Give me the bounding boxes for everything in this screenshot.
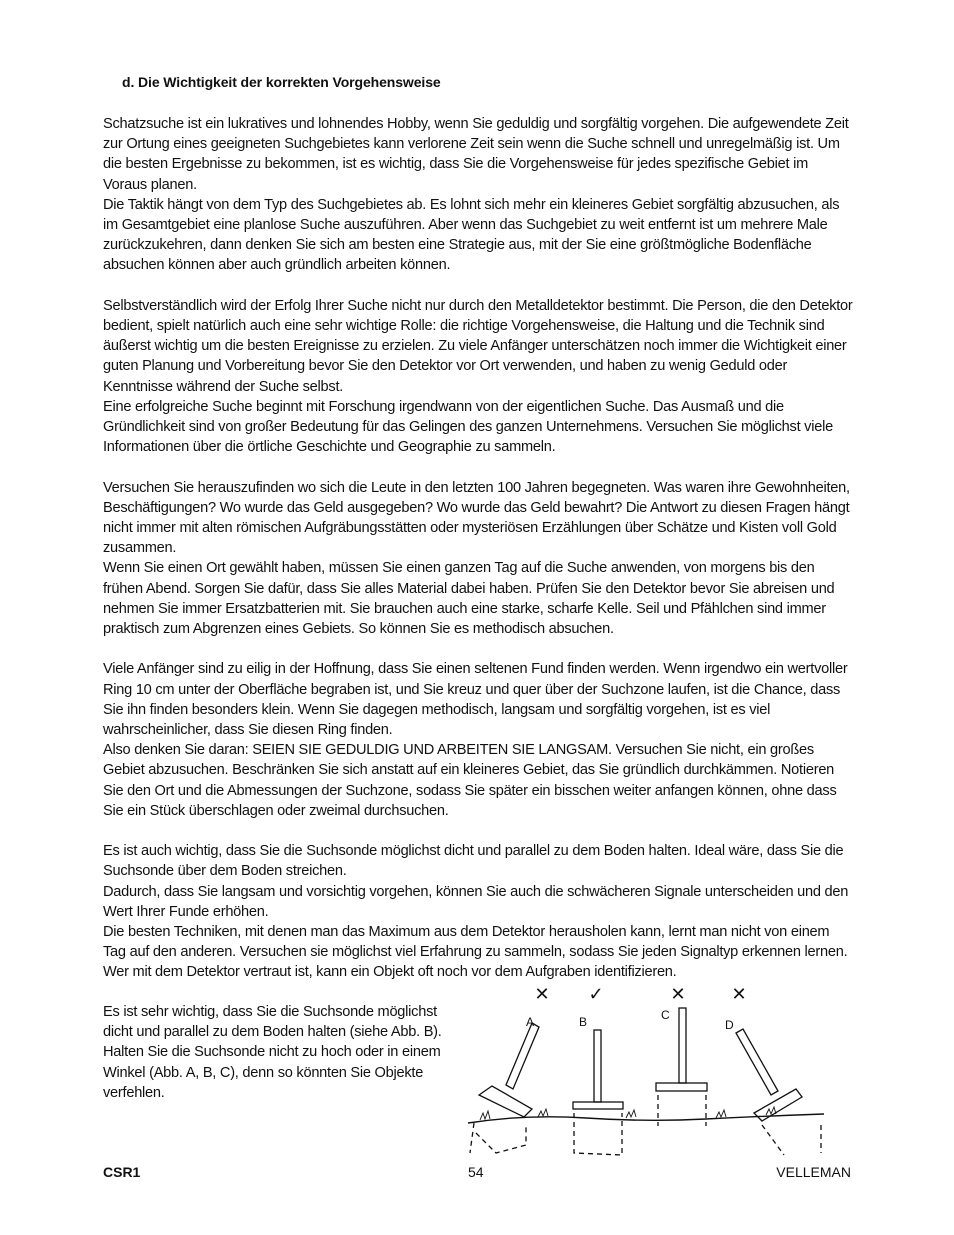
mark-c: ✕ [670,984,686,1004]
mark-d: ✕ [731,984,747,1004]
footer-brand: VELLEMAN [776,1164,851,1180]
detector-b [573,1030,623,1155]
body-text [103,114,855,983]
label-a: A [526,1015,535,1029]
coil-position-figure [466,983,826,1161]
footer-page-number: 54 [468,1164,484,1180]
paragraph: Dadurch, dass Sie langsam und vorsichtig vorgehen, können Sie auch die schwächeren Signale unterscheiden und den Wert Ihrer Funde erhöhen. [103,883,849,920]
paragraph: Selbstverständlich wird der Erfolg Ihrer Suche nicht nur durch den Metalldetektor bestimmt. Die Person, die den Detektor bedient, spielt natürlich auch eine sehr wichtige Rolle: die richtige Vorgehensweise, die Haltung und die Technik sind äußerst wichtig um die besten Ereignisse zu erzielen. Zu viele Anfänger unterschätzen noch immer die Wichtigkeit einer guten Planung und Vorbereitung bevor Sie den Detektor vor Ort verwenden, und haben zu wenig Geduld oder Kenntnisse während der Suche selbst. [103,297,853,395]
paragraph: Die Taktik hängt von dem Typ des Suchgebietes ab. Es lohnt sich mehr ein kleineres Gebiet sorgfältig abzusuchen, als im Gesamtgebiet eine planlose Suche auszuführen. Aber wenn das Suchgebiet zu weit entfernt ist um mehrere Male zurückzukehren, dann denken Sie sich am besten eine Strategie aus, mit der Sie eine größtmögliche Bodenfläche absuchen können aber auch gründlich arbeiten können. [103,196,840,274]
detector-a [470,1023,539,1153]
paragraph: Viele Anfänger sind zu eilig in der Hoffnung, dass Sie einen seltenen Fund finden werden. Wenn irgendwo ein wertvoller Ring 10 cm unter der Oberfläche begraben ist, und Sie kreuz und quer über der Suchzone laufen, ist die Chance, dass Sie ihn finden besonders klein. Wenn Sie dagegen methodisch, langsam und sorgfältig vorgehen, ist es viel wahrscheinlicher, dass Sie diesen Ring finden. [103,661,848,739]
section-heading: d. Die Wichtigkeit der korrekten Vorgehensweise [122,74,441,90]
paragraph: Es ist auch wichtig, dass Sie die Suchsonde möglichst dicht und parallel zu dem Boden halten. Ideal wäre, dass Sie die Suchsonde über dem Boden streichen. [103,843,844,880]
paragraph: Versuchen Sie herauszufinden wo sich die Leute in den letzten 100 Jahren begegneten. Was waren ihre Gewohnheiten, Beschäftigungen? Wo wurde das Geld ausgegeben? Wo wurde das Geld bewahrt? Die Antwort zu diesen Fragen hängt nicht immer mit alten römischen Aufgräbungsstätten oder mysteriösen Erzählungen über Schätze und Kisten voll Gold zusammen. [103,479,850,557]
paragraph: Also denken Sie daran: SEIEN SIE GEDULDIG UND ARBEITEN SIE LANGSAM. Versuchen Sie nicht, ein großes Gebiet abzusuchen. Beschränken Sie sich anstatt auf ein kleineres Gebiet, das Sie gründlich durchkämmen. Notieren Sie den Ort und die Abmessungen der Suchzone, sodass Sie später ein bisschen weiter anfangen können, ohne dass Sie ein Stück überschlagen oder zweimal durchsuchen. [103,742,837,819]
figure-caption-text: Es ist sehr wichtig, dass Sie die Suchsonde möglichst dicht und parallel zu dem Boden halten (siehe Abb. B). Halten Sie die Suchsonde nicht zu hoch oder in einem Winkel (Abb. A, B, C), denn so könnten Sie Objekte verfehlen. [103,1004,442,1101]
footer-model: CSR1 [103,1164,141,1180]
mark-b: ✓ [588,984,604,1004]
label-b: B [579,1015,588,1029]
detector-c [656,1008,707,1126]
paragraph: Wenn Sie einen Ort gewählt haben, müssen Sie einen ganzen Tag auf die Suche anwenden, von morgens bis den frühen Abend. Sorgen Sie dafür, dass Sie alles Material dabei haben. Prüfen Sie den Detektor bevor Sie abreisen und nehmen Sie immer Ersatzbatterien mit. Sie brauchen auch eine starke, scharfe Kelle. Seil und Pfählchen sind immer praktisch zum Abgrenzen eines Gebiets. So können Sie es methodisch absuchen. [103,560,835,638]
detector-d [736,1029,821,1155]
paragraph: Eine erfolgreiche Suche beginnt mit Forschung irgendwann von der eigentlichen Suche. Das Ausmaß und die Gründlichkeit sind von großer Bedeutung für das Gelingen des ganzen Unternehmens. Versuchen Sie möglichst viele Informationen über die örtliche Geschichte und Geographie zu sammeln. [103,398,833,456]
label-c: C [661,1008,670,1022]
paragraph: Die besten Techniken, mit denen man das Maximum aus dem Detektor herausholen kann, lernt man nicht von einem Tag auf den anderen. Versuchen sie möglichst viel Erfahrung zu sammeln, sodass Sie jeden Signaltyp erkennen lernen. Wer mit dem Detektor vertraut ist, kann ein Objekt oft noch vor dem Aufgraben identifizieren. [103,924,848,981]
label-d: D [725,1018,734,1032]
paragraph: Schatzsuche ist ein lukratives und lohnendes Hobby, wenn Sie geduldig und sorgfältig vorgehen. Die aufgewendete Zeit zur Ortung eines geeigneten Suchgebietes kann verlorene Zeit sein wenn die Suche schnell und unregelmäßig ist. Um die besten Ergebnisse zu bekommen, ist es wichtig, dass Sie die Vorgehensweise für jedes spezifische Gebiet im Voraus planen. [103,116,849,193]
mark-a: ✕ [534,984,550,1004]
